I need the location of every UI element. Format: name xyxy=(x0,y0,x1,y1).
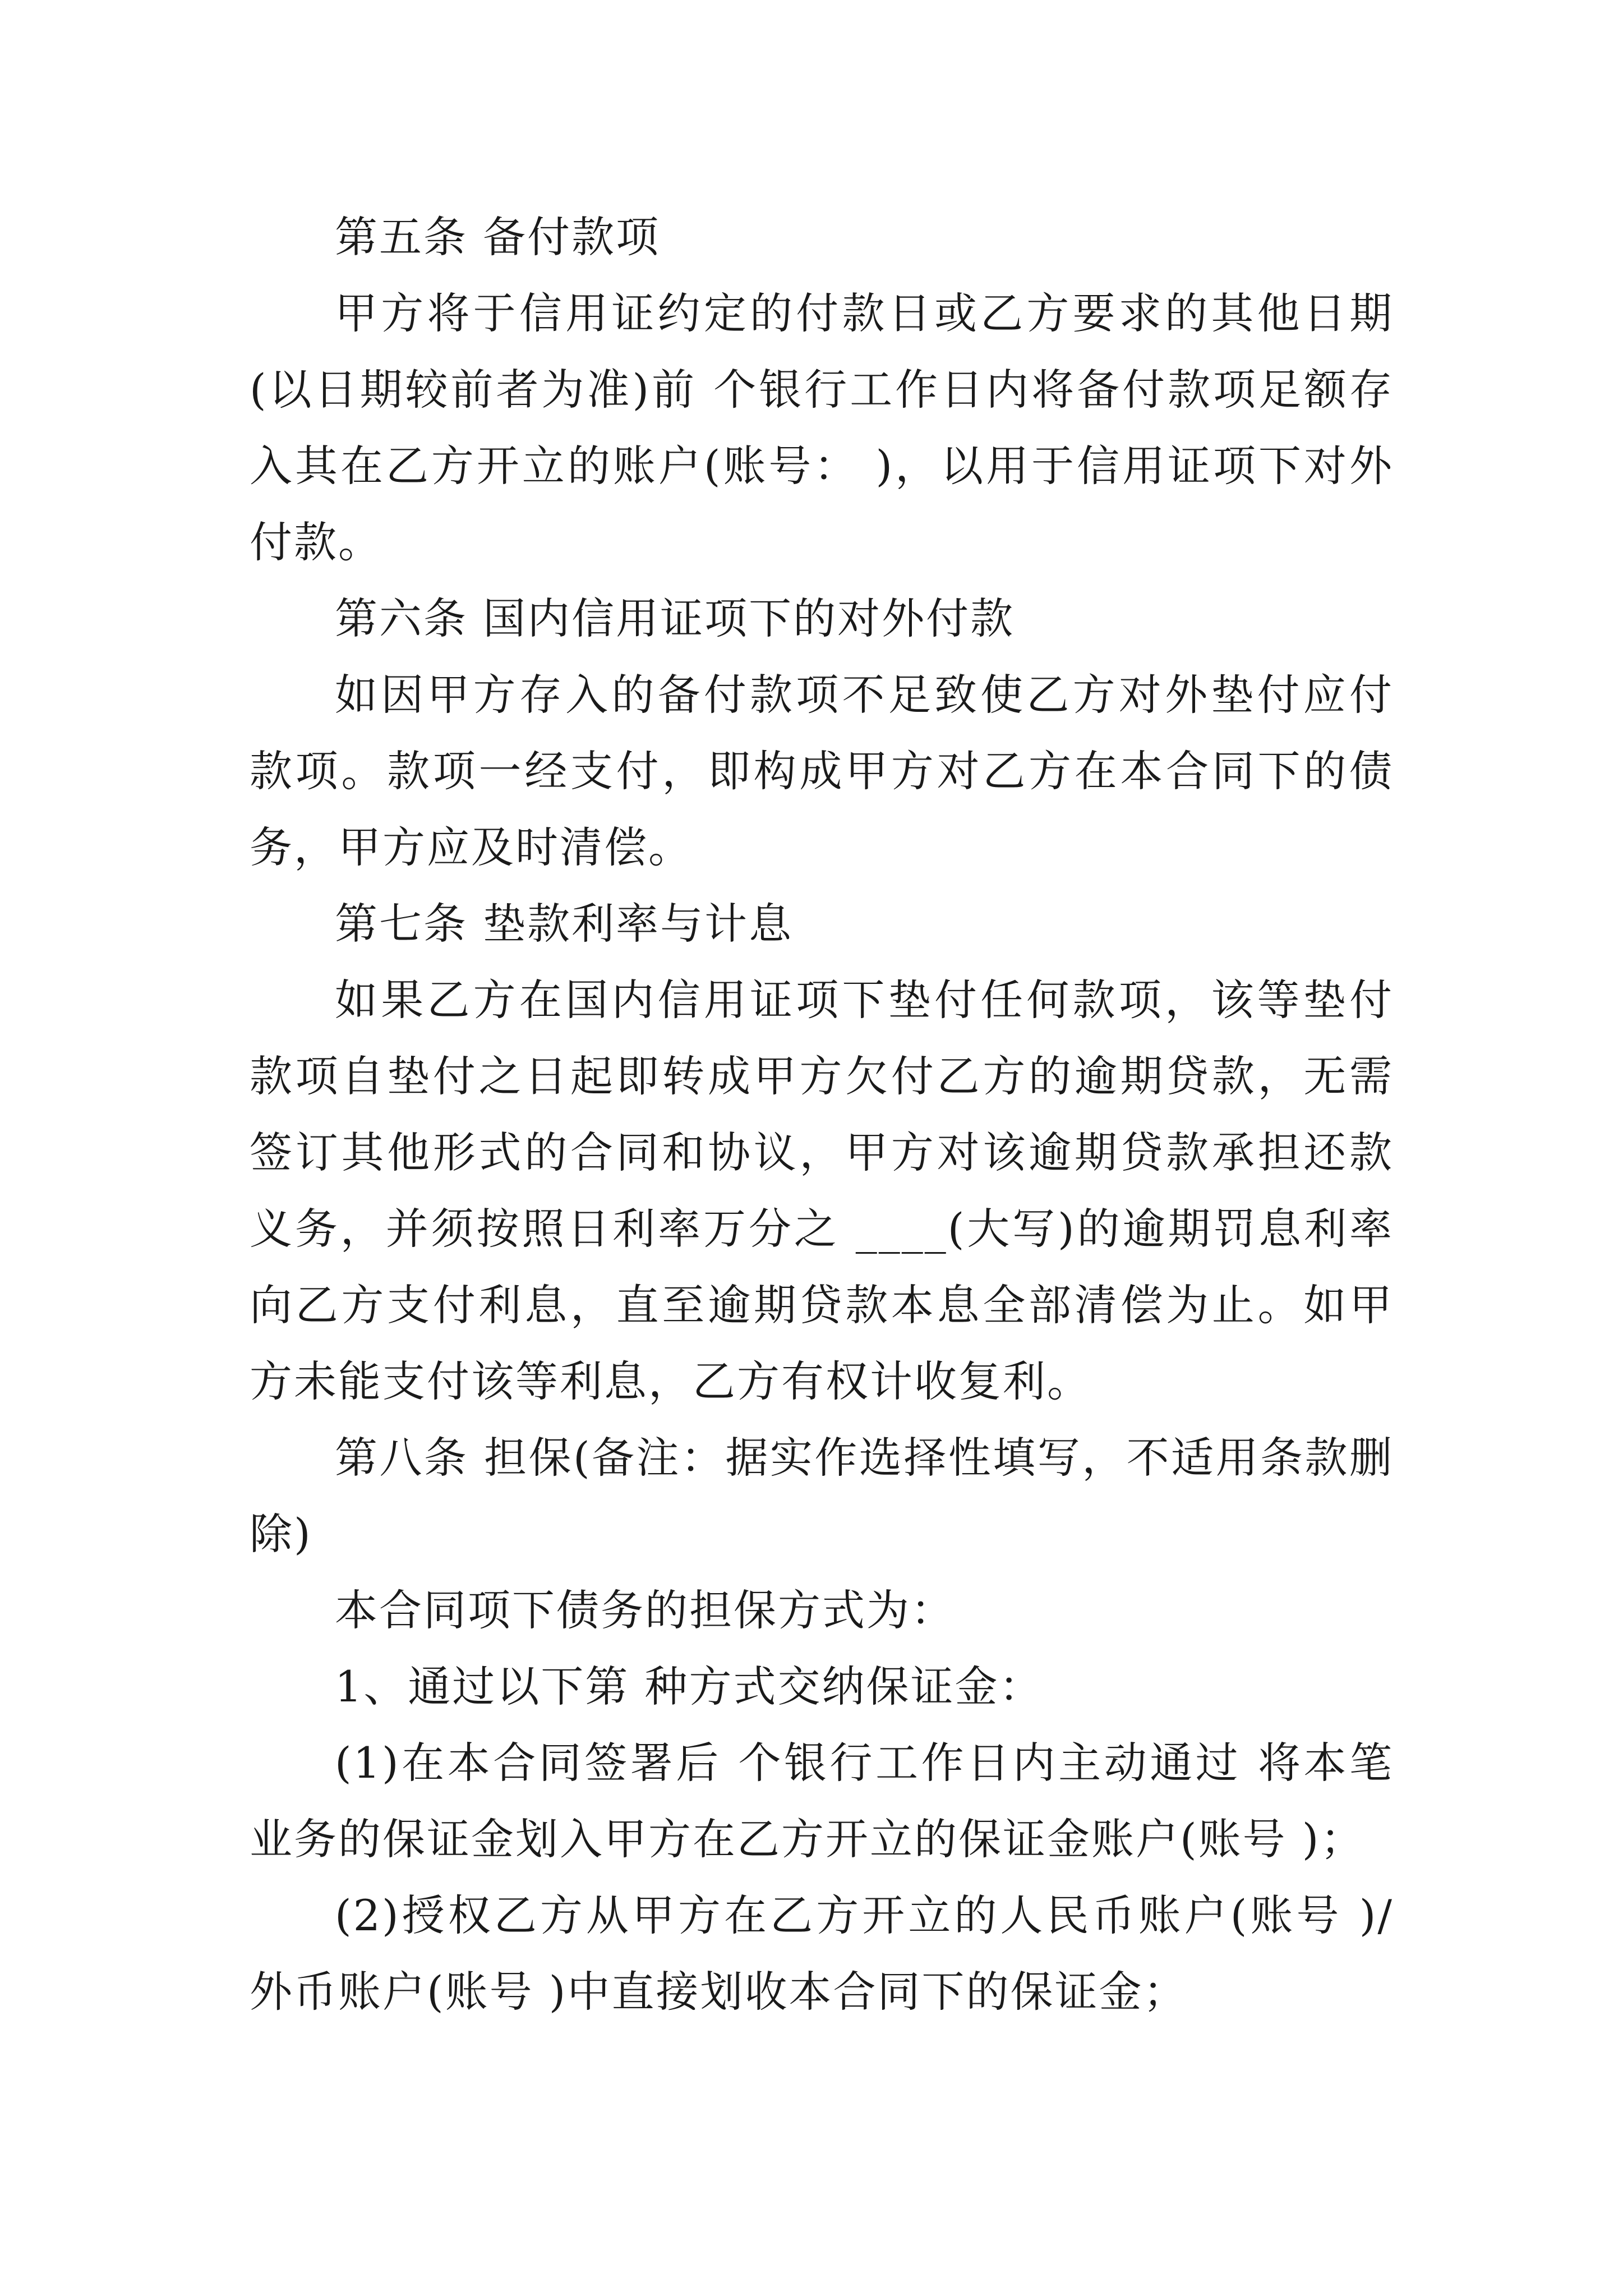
article-5-body: 甲方将于信用证约定的付款日或乙方要求的其他日期(以日期较前者为准)前 个银行工作日内将备付款项足额存入其在乙方开立的账户(账号： )，以用于信用证项下对外付款。 xyxy=(250,288,1394,567)
article-8-heading: 第八条 担保(备注：据实作选择性填写，不适用条款删除) xyxy=(250,1433,1394,1559)
article-8-item-1-option-2: (2)授权乙方从甲方在乙方开立的人民币账户(账号 )/外币账户(账号 )中直接划收本合同下的保证金； xyxy=(250,1890,1394,2017)
document-body xyxy=(250,199,1394,2030)
article-6-heading: 第六条 国内信用证项下的对外付款 xyxy=(335,593,1015,643)
article-7-body: 如果乙方在国内信用证项下垫付任何款项，该等垫付款项自垫付之日起即转成甲方欠付乙方的逾期贷款，无需签订其他形式的合同和协议，甲方对该逾期贷款承担还款义务，并须按照日利率万分之 ____(大写)的逾期罚息利率向乙方支付利息，直至逾期贷款本息全部清偿为止。如甲方未能支付该等利息，乙方有权计收复利。 xyxy=(250,975,1394,1406)
article-8-intro: 本合同项下债务的担保方式为： xyxy=(335,1585,955,1635)
article-7-heading: 第七条 垫款利率与计息 xyxy=(335,899,794,949)
article-8-item-1: 1、通过以下第 种方式交纳保证金： xyxy=(335,1662,1044,1711)
article-8-item-1-option-1: (1)在本合同签署后 个银行工作日内主动通过 将本笔业务的保证金划入甲方在乙方开立的保证金账户(账号 )； xyxy=(250,1738,1394,1864)
article-5-heading: 第五条 备付款项 xyxy=(335,212,661,262)
article-6-body: 如因甲方存入的备付款项不足致使乙方对外垫付应付款项。款项一经支付，即构成甲方对乙方在本合同下的债务，甲方应及时清偿。 xyxy=(250,670,1394,872)
